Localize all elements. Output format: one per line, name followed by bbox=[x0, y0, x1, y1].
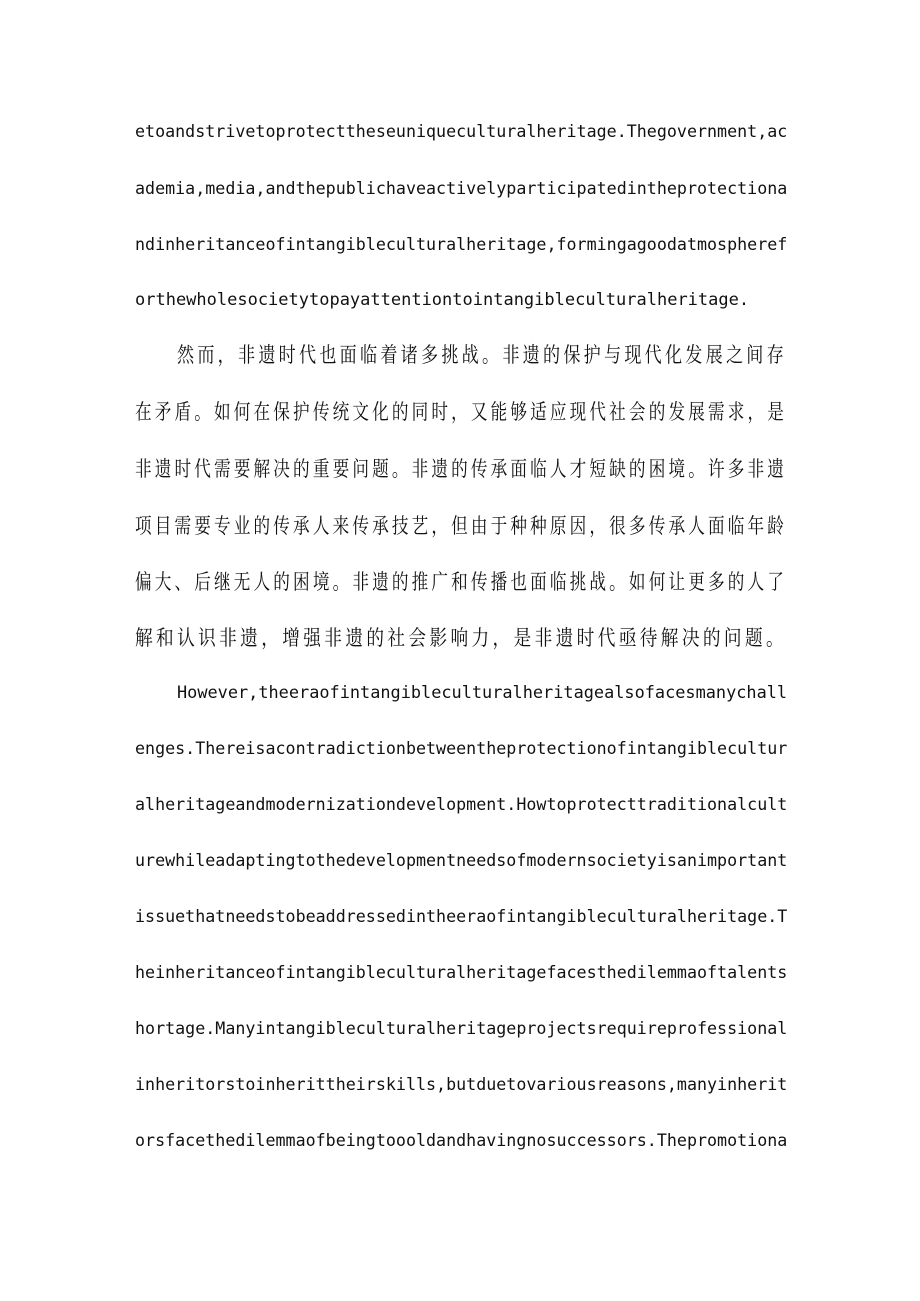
paragraph-line: 然而，非遗时代也面临着诸多挑战。非遗的保护与现代化发展之间存 bbox=[177, 343, 787, 367]
paragraph-line: urewhileadaptingtothedevelopmentneedsofmodernsocietyisanimportant bbox=[135, 851, 788, 871]
paragraph-line: 非遗时代需要解决的重要问题。非遗的传承面临人才短缺的困境。许多非遗 bbox=[135, 457, 787, 481]
paragraph-line: 在矛盾。如何在保护传统文化的同时，又能够适应现代社会的发展需求，是 bbox=[135, 400, 787, 424]
paragraph-line: enges.Thereisacontradictionbetweentheprotectionofintangiblecultur bbox=[135, 739, 788, 759]
paragraph-line: orthewholesocietytopayattentiontointangibleculturalheritage. bbox=[135, 292, 750, 309]
paragraph-line: issuethatneedstobeaddressedintheeraofintangibleculturalheritage.T bbox=[135, 907, 788, 927]
paragraph-line: 项目需要专业的传承人来传承技艺，但由于种种原因，很多传承人面临年龄 bbox=[135, 514, 787, 538]
paragraph-line: hortage.Manyintangibleculturalheritageprojectsrequireprofessional bbox=[135, 1019, 788, 1039]
paragraph-line: However,theeraofintangibleculturalheritagealsofacesmanychall bbox=[177, 683, 788, 703]
paragraph-line: ndinheritanceofintangibleculturalheritage,formingagoodatmospheref bbox=[135, 235, 788, 255]
paragraph-line: inheritorstoinherittheirskills,butduetovariousreasons,manyinherit bbox=[135, 1075, 788, 1095]
paragraph-line: alheritageandmodernizationdevelopment.Howtoprotecttraditionalcult bbox=[135, 795, 788, 815]
paragraph-line: etoandstrivetoprotecttheseuniqueculturalheritage.Thegovernment,ac bbox=[135, 122, 788, 142]
paragraph-line: 解和认识非遗，增强非遗的社会影响力，是非遗时代亟待解决的问题。 bbox=[135, 626, 788, 650]
paragraph-line: ademia,media,andthepublichaveactivelyparticipatedintheprotectiona bbox=[135, 179, 788, 199]
paragraph-line: 偏大、后继无人的困境。非遗的推广和传播也面临挑战。如何让更多的人了 bbox=[135, 570, 787, 594]
paragraph-line: orsfacethedilemmaofbeingtoooldandhavingnosuccessors.Thepromotiona bbox=[135, 1131, 788, 1151]
paragraph-line: heinheritanceofintangibleculturalheritagefacesthedilemmaoftalents bbox=[135, 963, 788, 983]
